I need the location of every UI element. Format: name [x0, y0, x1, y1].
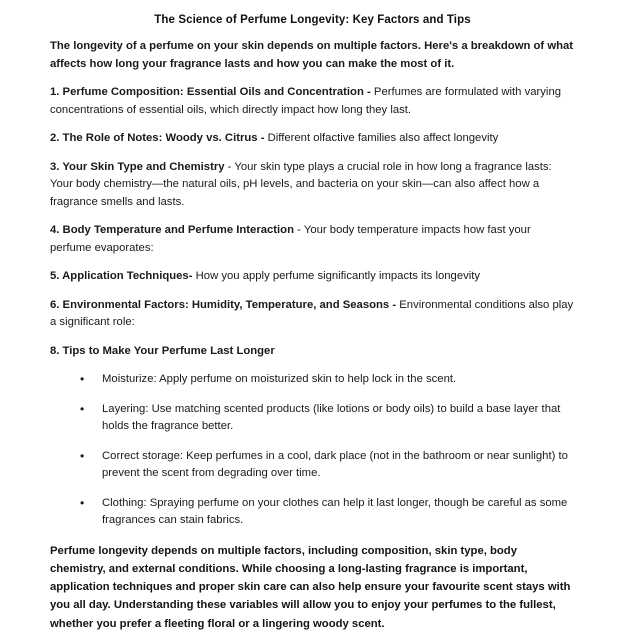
- section-heading-5: 5. Application Techniques-: [50, 270, 193, 282]
- section-body-5: How you apply perfume significantly impacts its longevity: [192, 270, 481, 282]
- list-item: • Moisturize: Apply perfume on moisturized skin to help lock in the scent.: [80, 371, 575, 389]
- section-heading-2: 2. The Role of Notes: Woody vs. Citrus -: [50, 132, 265, 144]
- section-heading-3: 3. Your Skin Type and Chemistry: [50, 160, 225, 173]
- list-item: • Layering: Use matching scented products (like lotions or body oils) to build a base layer that holds the fragrance better.: [80, 401, 575, 436]
- section-paragraph-3: [50, 159, 575, 212]
- section-heading-1: 1. Perfume Composition: Essential Oils and Concentration -: [50, 86, 371, 98]
- intro-paragraph: The longevity of a perfume on your skin depends on multiple factors. Here's a breakdown of what affects how long your fragrance lasts and how you can make the most of it.: [50, 40, 574, 70]
- conclusion-paragraph: Perfume longevity depends on multiple factors, including composition, skin type, body chemistry, and external conditions. While choosing a long-lasting fragrance is important, application techniques and proper skin care can also help ensure your favourite scent stays with you all day. Understanding these variables will allow you to enjoy your perfumes to the fullest, whether you prefer a fleeting floral or a lingering woody scent.: [50, 544, 571, 630]
- section-paragraph-4: [50, 222, 575, 257]
- section-body-6: Environmental conditions also play a significant role:: [50, 298, 574, 328]
- section-heading-4: 4. Body Temperature and Perfume Interaction: [50, 224, 294, 236]
- section-body-3: - Your skin type plays a crucial role in how long a fragrance lasts: Your body chemistry—the natural oils, pH levels, and bacteria on your skin—can also affect how a fragrance smells and lasts.: [50, 160, 552, 208]
- section-heading-6: 6. Environmental Factors: Humidity, Temperature, and Seasons -: [50, 298, 397, 311]
- section-body-2: Different olfactive families also affect longevity: [264, 132, 499, 144]
- tips-list: [50, 371, 575, 530]
- list-item: • Correct storage: Keep perfumes in a cool, dark place (not in the bathroom or near sunlight) to prevent the scent from degrading over time.: [80, 448, 575, 483]
- list-item: • Clothing: Spraying perfume on your clothes can help it last longer, though be careful as some fragrances can stain fabrics.: [80, 495, 575, 530]
- section-paragraph-6: [50, 297, 575, 332]
- section-paragraph-1: [50, 84, 575, 119]
- page-title: The Science of Perfume Longevity: Key Factors and Tips: [154, 14, 471, 26]
- section-heading-7: 8. Tips to Make Your Perfume Last Longer: [50, 344, 275, 357]
- section-body-4: - Your body temperature impacts how fast your perfume evaporates:: [50, 224, 531, 254]
- section-body-1: Perfumes are formulated with varying concentrations of essential oils, which directly impact how long they last.: [50, 86, 562, 116]
- section-paragraph-7: [50, 343, 575, 361]
- section-paragraph-2: [50, 130, 575, 148]
- section-paragraph-5: [50, 268, 575, 286]
